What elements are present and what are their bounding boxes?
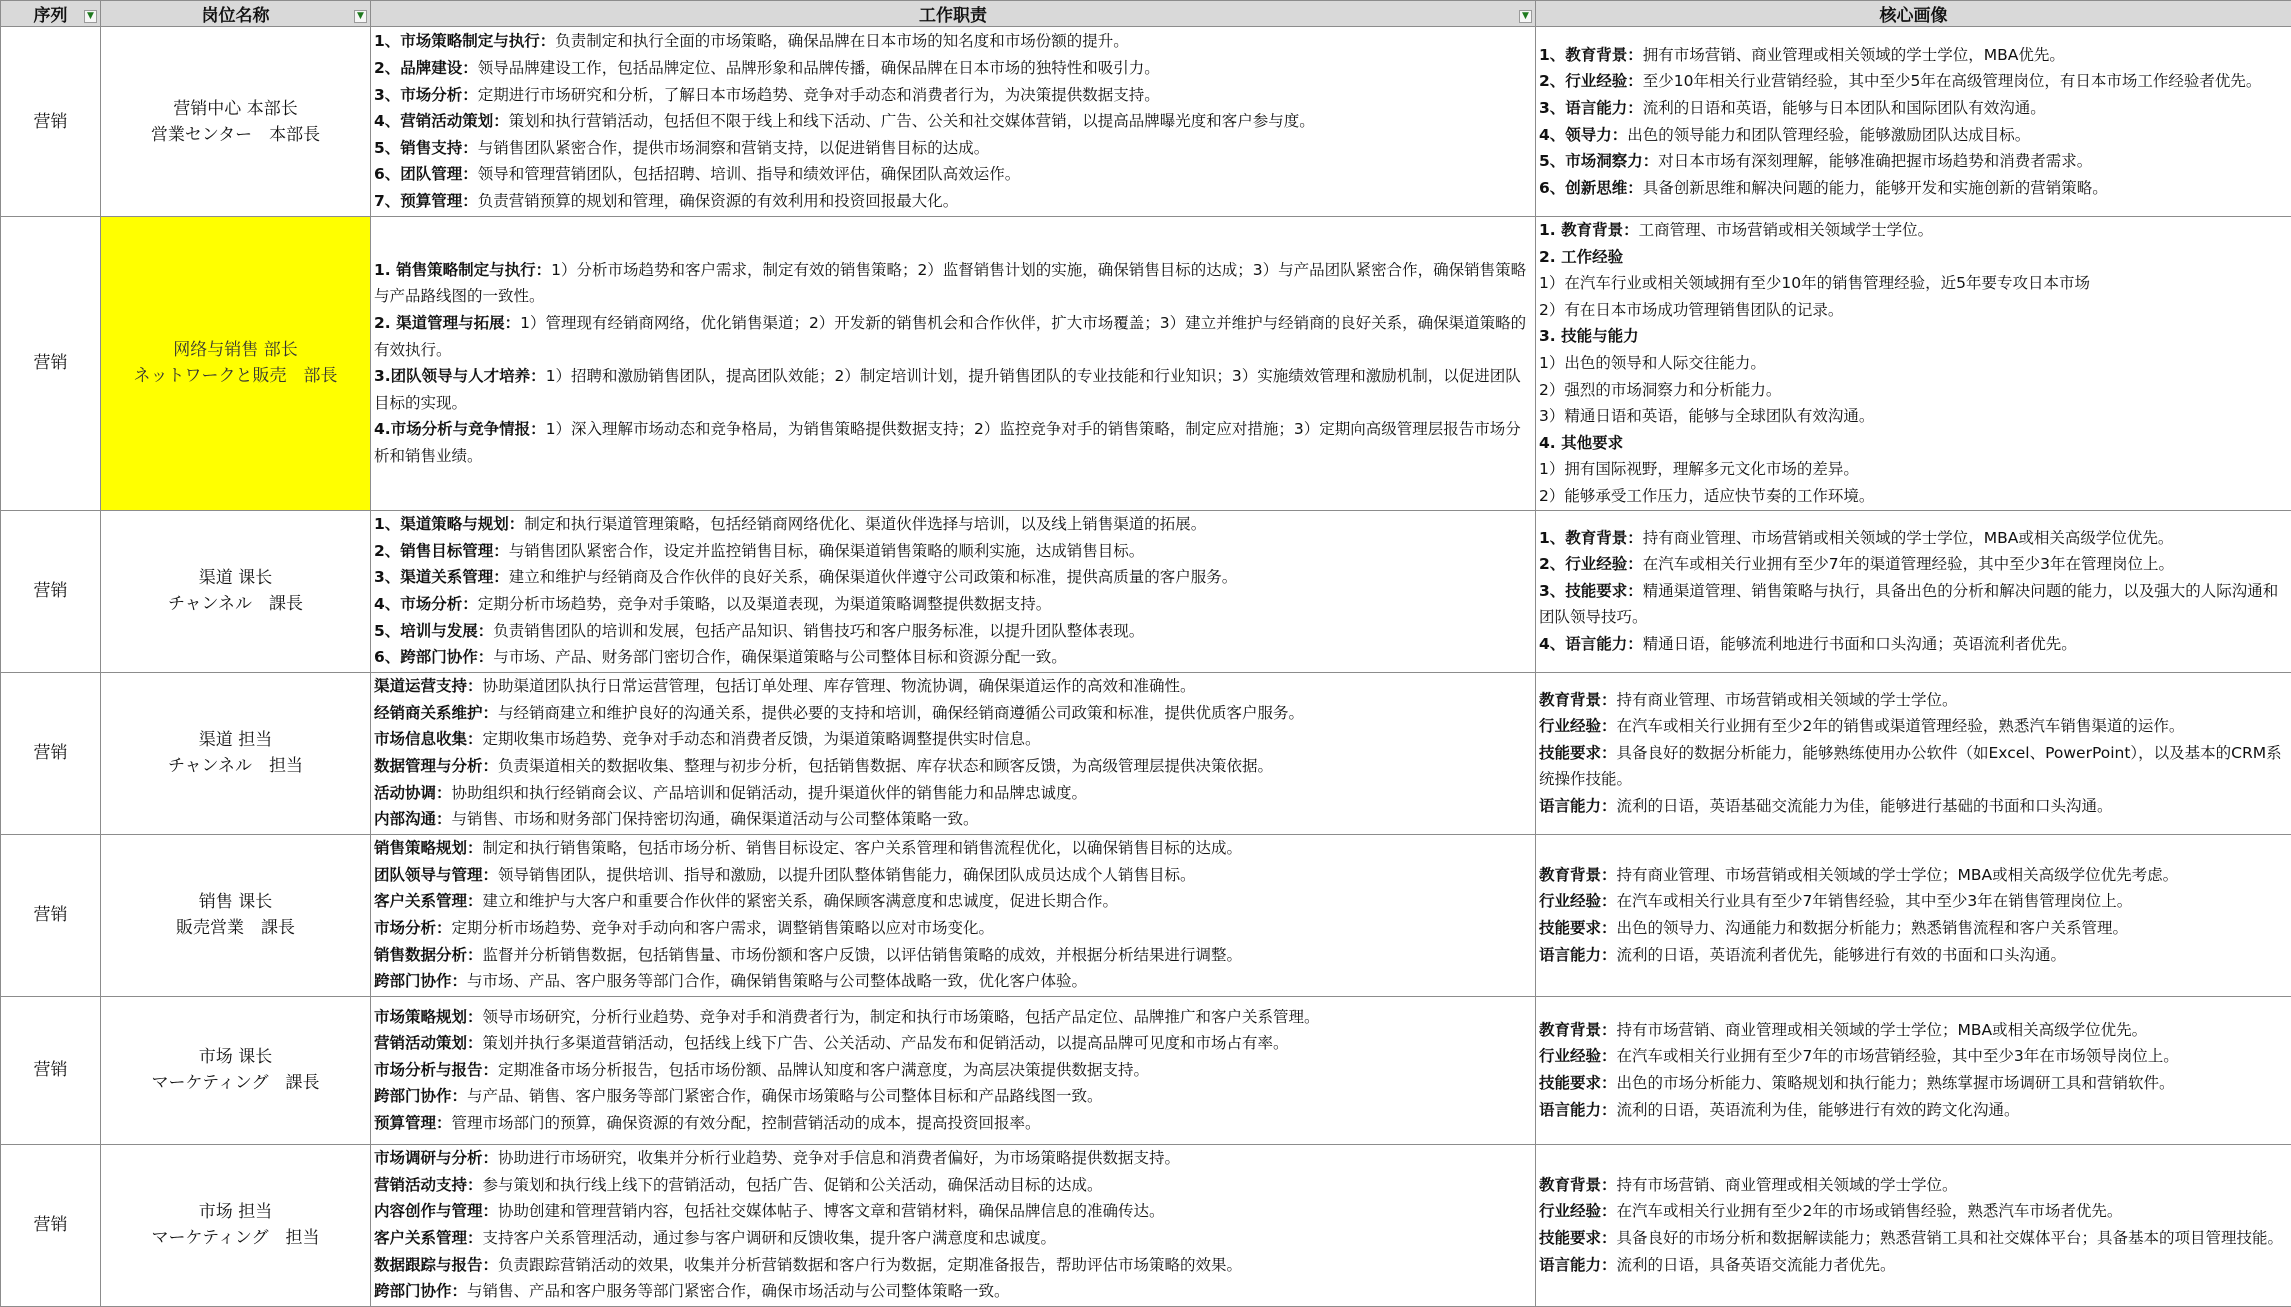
duty-item: 市场分析：定期分析市场趋势、竞争对手动向和客户需求，调整销售策略以应对市场变化。 xyxy=(374,915,1532,942)
position-title-cell[interactable] xyxy=(101,510,371,672)
profile-item: 1）拥有国际视野，理解多元文化市场的差异。 xyxy=(1539,456,2288,483)
duty-item: 跨部门协作：与产品、销售、客户服务等部门紧密合作，确保市场策略与公司整体目标和产品路线图一致。 xyxy=(374,1083,1532,1110)
duty-item: 4、营销活动策划：策划和执行营销活动，包括但不限于线上和线下活动、广告、公关和社交媒体营销，以提高品牌曝光度和客户参与度。 xyxy=(374,108,1532,135)
duty-item: 1、市场策略制定与执行：负责制定和执行全面的市场策略，确保品牌在日本市场的知名度和市场份额的提升。 xyxy=(374,28,1532,55)
profile-item: 6、创新思维：具备创新思维和解决问题的能力，能够开发和实施创新的营销策略。 xyxy=(1539,175,2288,202)
duty-item: 跨部门协作：与市场、产品、客户服务等部门合作，确保销售策略与公司整体战略一致，优化客户体验。 xyxy=(374,968,1532,995)
profile-item: 4、领导力：出色的领导能力和团队管理经验，能够激励团队达成目标。 xyxy=(1539,122,2288,149)
position-title-jp: チャンネル 課長 xyxy=(102,591,369,617)
table-row xyxy=(1,510,2291,672)
profile-item: 1. 教育背景：工商管理、市场营销或相关领域学士学位。 xyxy=(1539,217,2288,244)
duty-item: 渠道运营支持：协助渠道团队执行日常运营管理，包括订单处理、库存管理、物流协调，确保渠道运作的高效和准确性。 xyxy=(374,673,1532,700)
profile-item: 语言能力：流利的日语，英语流利为佳，能够进行有效的跨文化沟通。 xyxy=(1539,1097,2288,1124)
position-title-cell[interactable] xyxy=(101,834,371,996)
profile-item: 教育背景：持有市场营销、商业管理或相关领域的学士学位；MBA或相关高级学位优先。 xyxy=(1539,1017,2288,1044)
profile-item: 行业经验：在汽车或相关行业拥有至少7年的市场营销经验，其中至少3年在市场领导岗位上。 xyxy=(1539,1043,2288,1070)
position-title-cn: 网络与销售 部长 xyxy=(102,337,369,363)
duties-cell[interactable] xyxy=(371,217,1536,511)
position-title-jp: マーケティング 課長 xyxy=(102,1070,369,1096)
profile-item: 教育背景：持有商业管理、市场营销或相关领域的学士学位；MBA或相关高级学位优先考虑。 xyxy=(1539,862,2288,889)
position-title-cn: 市场 课长 xyxy=(102,1044,369,1070)
duty-item: 6、跨部门协作：与市场、产品、财务部门密切合作，确保渠道策略与公司整体目标和资源分配一致。 xyxy=(374,644,1532,671)
header-profile[interactable] xyxy=(1536,1,2291,27)
header-duties[interactable] xyxy=(371,1,1536,27)
duty-item: 1、渠道策略与规划：制定和执行渠道管理策略，包括经销商网络优化、渠道伙伴选择与培训，以及线上销售渠道的拓展。 xyxy=(374,511,1532,538)
seq-cell[interactable]: 营销 xyxy=(1,27,101,217)
profile-cell[interactable] xyxy=(1536,510,2291,672)
profile-item: 语言能力：流利的日语，英语流利者优先，能够进行有效的书面和口头沟通。 xyxy=(1539,942,2288,969)
profile-cell[interactable] xyxy=(1536,27,2291,217)
duty-item: 内容创作与管理：协助创建和管理营销内容，包括社交媒体帖子、博客文章和营销材料，确保品牌信息的准确传达。 xyxy=(374,1198,1532,1225)
position-title-jp: 営業センター 本部長 xyxy=(102,122,369,148)
position-title-cell[interactable] xyxy=(101,1144,371,1306)
position-title-cn: 渠道 课长 xyxy=(102,565,369,591)
position-title-cn: 渠道 担当 xyxy=(102,727,369,753)
duty-item: 跨部门协作：与销售、产品和客户服务等部门紧密合作，确保市场活动与公司整体策略一致。 xyxy=(374,1278,1532,1305)
duty-item: 客户关系管理：支持客户关系管理活动，通过参与客户调研和反馈收集，提升客户满意度和忠诚度。 xyxy=(374,1225,1532,1252)
position-title-jp: ネットワークと販売 部長 xyxy=(102,363,369,389)
position-title-cell[interactable] xyxy=(101,672,371,834)
duty-item: 5、销售支持：与销售团队紧密合作，提供市场洞察和营销支持，以促进销售目标的达成。 xyxy=(374,135,1532,162)
duty-item: 7、预算管理：负责营销预算的规划和管理，确保资源的有效利用和投资回报最大化。 xyxy=(374,188,1532,215)
profile-item: 3、技能要求：精通渠道管理、销售策略与执行，具备出色的分析和解决问题的能力，以及强大的人际沟通和团队领导技巧。 xyxy=(1539,578,2288,631)
duty-item: 6、团队管理：领导和管理营销团队，包括招聘、培训、指导和绩效评估，确保团队高效运作。 xyxy=(374,161,1532,188)
profile-cell[interactable] xyxy=(1536,672,2291,834)
profile-item: 语言能力：流利的日语，英语基础交流能力为佳，能够进行基础的书面和口头沟通。 xyxy=(1539,793,2288,820)
duty-item: 数据跟踪与报告：负责跟踪营销活动的效果，收集并分析营销数据和客户行为数据，定期准备报告，帮助评估市场策略的效果。 xyxy=(374,1252,1532,1279)
position-title-jp: 販売営業 課長 xyxy=(102,915,369,941)
profile-item: 行业经验：在汽车或相关行业拥有至少2年的市场或销售经验，熟悉汽车市场者优先。 xyxy=(1539,1198,2288,1225)
profile-item: 2）有在日本市场成功管理销售团队的记录。 xyxy=(1539,297,2288,324)
header-seq[interactable] xyxy=(1,1,101,27)
table-row xyxy=(1,217,2291,511)
header-row xyxy=(1,1,2291,27)
profile-item: 技能要求：出色的领导力、沟通能力和数据分析能力；熟悉销售流程和客户关系管理。 xyxy=(1539,915,2288,942)
header-seq-label: 序列 xyxy=(34,6,68,26)
seq-cell[interactable]: 营销 xyxy=(1,672,101,834)
duties-cell[interactable] xyxy=(371,510,1536,672)
position-title-jp: チャンネル 担当 xyxy=(102,753,369,779)
profile-item: 2、行业经验：在汽车或相关行业拥有至少7年的渠道管理经验，其中至少3年在管理岗位上。 xyxy=(1539,551,2288,578)
duty-item: 4.市场分析与竞争情报：1）深入理解市场动态和竞争格局，为销售策略提供数据支持；2）监控竞争对手的销售策略，制定应对措施；3）定期向高级管理层报告市场分析和销售业绩。 xyxy=(374,416,1532,469)
seq-cell[interactable]: 营销 xyxy=(1,996,101,1144)
duty-item: 内部沟通：与销售、市场和财务部门保持密切沟通，确保渠道活动与公司整体策略一致。 xyxy=(374,806,1532,833)
profile-item: 行业经验：在汽车或相关行业具有至少7年销售经验，其中至少3年在销售管理岗位上。 xyxy=(1539,888,2288,915)
profile-item: 1、教育背景：持有商业管理、市场营销或相关领域的学士学位，MBA或相关高级学位优先。 xyxy=(1539,525,2288,552)
profile-item: 2）强烈的市场洞察力和分析能力。 xyxy=(1539,377,2288,404)
profile-item: 教育背景：持有市场营销、商业管理或相关领域的学士学位。 xyxy=(1539,1172,2288,1199)
duty-item: 2、品牌建设：领导品牌建设工作，包括品牌定位、品牌形象和品牌传播，确保品牌在日本市场的独特性和吸引力。 xyxy=(374,55,1532,82)
filter-dropdown-icon[interactable]: ▼ xyxy=(354,10,367,23)
profile-item: 2. 工作经验 xyxy=(1539,244,2288,271)
header-profile-label: 核心画像 xyxy=(1880,6,1948,26)
duty-item: 3、市场分析：定期进行市场研究和分析，了解日本市场趋势、竞争对手动态和消费者行为，为决策提供数据支持。 xyxy=(374,82,1532,109)
duty-item: 销售策略规划：制定和执行销售策略，包括市场分析、销售目标设定、客户关系管理和销售流程优化，以确保销售目标的达成。 xyxy=(374,835,1532,862)
duty-item: 3、渠道关系管理：建立和维护与经销商及合作伙伴的良好关系，确保渠道伙伴遵守公司政策和标准，提供高质量的客户服务。 xyxy=(374,564,1532,591)
profile-item: 1、教育背景：拥有市场营销、商业管理或相关领域的学士学位，MBA优先。 xyxy=(1539,42,2288,69)
position-title-cn: 市场 担当 xyxy=(102,1199,369,1225)
duties-cell[interactable] xyxy=(371,996,1536,1144)
duty-item: 3.团队领导与人才培养：1）招聘和激励销售团队，提高团队效能；2）制定培训计划，提升销售团队的专业技能和行业知识；3）实施绩效管理和激励机制，以促进团队目标的实现。 xyxy=(374,363,1532,416)
table-row xyxy=(1,1144,2291,1306)
duty-item: 预算管理：管理市场部门的预算，确保资源的有效分配，控制营销活动的成本，提高投资回报率。 xyxy=(374,1110,1532,1137)
duty-item: 市场策略规划：领导市场研究，分析行业趋势、竞争对手和消费者行为，制定和执行市场策略，包括产品定位、品牌推广和客户关系管理。 xyxy=(374,1004,1532,1031)
duty-item: 市场分析与报告：定期准备市场分析报告，包括市场份额、品牌认知度和客户满意度，为高层决策提供数据支持。 xyxy=(374,1057,1532,1084)
profile-item: 4. 其他要求 xyxy=(1539,430,2288,457)
duty-item: 客户关系管理：建立和维护与大客户和重要合作伙伴的紧密关系，确保顾客满意度和忠诚度，促进长期合作。 xyxy=(374,888,1532,915)
profile-item: 2）能够承受工作压力，适应快节奏的工作环境。 xyxy=(1539,483,2288,510)
profile-item: 1）在汽车行业或相关领域拥有至少10年的销售管理经验，近5年要专攻日本市场 xyxy=(1539,270,2288,297)
duties-cell[interactable] xyxy=(371,834,1536,996)
duty-item: 5、培训与发展：负责销售团队的培训和发展，包括产品知识、销售技巧和客户服务标准，以提升团队整体表现。 xyxy=(374,618,1532,645)
filter-dropdown-icon[interactable]: ▼ xyxy=(84,10,97,23)
seq-cell[interactable]: 营销 xyxy=(1,217,101,511)
duty-item: 团队领导与管理：领导销售团队，提供培训、指导和激励，以提升团队整体销售能力，确保团队成员达成个人销售目标。 xyxy=(374,862,1532,889)
duty-item: 4、市场分析：定期分析市场趋势，竞争对手策略，以及渠道表现，为渠道策略调整提供数据支持。 xyxy=(374,591,1532,618)
header-title[interactable] xyxy=(101,1,371,27)
profile-item: 3）精通日语和英语，能够与全球团队有效沟通。 xyxy=(1539,403,2288,430)
profile-cell[interactable] xyxy=(1536,996,2291,1144)
profile-item: 技能要求：具备良好的数据分析能力，能够熟练使用办公软件（如Excel、PowerPoint），以及基本的CRM系统操作技能。 xyxy=(1539,740,2288,793)
profile-item: 技能要求：出色的市场分析能力、策略规划和执行能力；熟练掌握市场调研工具和营销软件。 xyxy=(1539,1070,2288,1097)
seq-cell[interactable]: 营销 xyxy=(1,510,101,672)
profile-item: 3、语言能力：流利的日语和英语，能够与日本团队和国际团队有效沟通。 xyxy=(1539,95,2288,122)
profile-cell[interactable] xyxy=(1536,1144,2291,1306)
duty-item: 2. 渠道管理与拓展：1）管理现有经销商网络，优化销售渠道；2）开发新的销售机会和合作伙伴，扩大市场覆盖；3）建立并维护与经销商的良好关系，确保渠道策略的有效执行。 xyxy=(374,310,1532,363)
duty-item: 活动协调：协助组织和执行经销商会议、产品培训和促销活动，提升渠道伙伴的销售能力和品牌忠诚度。 xyxy=(374,780,1532,807)
duty-item: 市场信息收集：定期收集市场趋势、竞争对手动态和消费者反馈，为渠道策略调整提供实时信息。 xyxy=(374,726,1532,753)
duty-item: 营销活动策划：策划并执行多渠道营销活动，包括线上线下广告、公关活动、产品发布和促销活动，以提高品牌可见度和市场占有率。 xyxy=(374,1030,1532,1057)
profile-item: 5、市场洞察力：对日本市场有深刻理解，能够准确把握市场趋势和消费者需求。 xyxy=(1539,148,2288,175)
table-row xyxy=(1,834,2291,996)
header-title-label: 岗位名称 xyxy=(202,6,270,26)
profile-item: 2、行业经验：至少10年相关行业营销经验，其中至少5年在高级管理岗位，有日本市场工作经验者优先。 xyxy=(1539,68,2288,95)
seq-cell[interactable]: 营销 xyxy=(1,1144,101,1306)
duties-cell[interactable] xyxy=(371,672,1536,834)
duties-cell[interactable] xyxy=(371,1144,1536,1306)
profile-item: 3. 技能与能力 xyxy=(1539,323,2288,350)
duty-item: 1. 销售策略制定与执行：1）分析市场趋势和客户需求，制定有效的销售策略；2）监督销售计划的实施，确保销售目标的达成；3）与产品团队紧密合作，确保销售策略与产品路线图的一致性。 xyxy=(374,257,1532,310)
filter-dropdown-icon[interactable]: ▼ xyxy=(1519,10,1532,23)
duties-cell[interactable] xyxy=(371,27,1536,217)
duty-item: 经销商关系维护：与经销商建立和维护良好的沟通关系，提供必要的支持和培训，确保经销商遵循公司政策和标准，提供优质客户服务。 xyxy=(374,700,1532,727)
position-title-cn: 销售 课长 xyxy=(102,889,369,915)
position-title-cn: 营销中心 本部长 xyxy=(102,96,369,122)
profile-item: 教育背景：持有商业管理、市场营销或相关领域的学士学位。 xyxy=(1539,687,2288,714)
profile-cell[interactable] xyxy=(1536,217,2291,511)
profile-item: 4、语言能力：精通日语，能够流利地进行书面和口头沟通；英语流利者优先。 xyxy=(1539,631,2288,658)
profile-item: 技能要求：具备良好的市场分析和数据解读能力；熟悉营销工具和社交媒体平台；具备基本的项目管理技能。 xyxy=(1539,1225,2288,1252)
profile-cell[interactable] xyxy=(1536,834,2291,996)
duty-item: 营销活动支持：参与策划和执行线上线下的营销活动，包括广告、促销和公关活动，确保活动目标的达成。 xyxy=(374,1172,1532,1199)
table-row xyxy=(1,672,2291,834)
position-title-cell[interactable] xyxy=(101,996,371,1144)
position-title-jp: マーケティング 担当 xyxy=(102,1225,369,1251)
table-row xyxy=(1,27,2291,217)
duty-item: 市场调研与分析：协助进行市场研究，收集并分析行业趋势、竞争对手信息和消费者偏好，为市场策略提供数据支持。 xyxy=(374,1145,1532,1172)
seq-cell[interactable]: 营销 xyxy=(1,834,101,996)
duty-item: 2、销售目标管理：与销售团队紧密合作，设定并监控销售目标，确保渠道销售策略的顺利实施，达成销售目标。 xyxy=(374,538,1532,565)
header-duties-label: 工作职责 xyxy=(919,6,987,26)
profile-item: 1）出色的领导和人际交往能力。 xyxy=(1539,350,2288,377)
position-title-cell[interactable] xyxy=(101,27,371,217)
profile-item: 语言能力：流利的日语，具备英语交流能力者优先。 xyxy=(1539,1252,2288,1279)
duty-item: 销售数据分析：监督并分析销售数据，包括销售量、市场份额和客户反馈，以评估销售策略的成效，并根据分析结果进行调整。 xyxy=(374,942,1532,969)
profile-item: 行业经验：在汽车或相关行业拥有至少2年的销售或渠道管理经验，熟悉汽车销售渠道的运作。 xyxy=(1539,713,2288,740)
position-title-cell[interactable] xyxy=(101,217,371,511)
duty-item: 数据管理与分析：负责渠道相关的数据收集、整理与初步分析，包括销售数据、库存状态和顾客反馈，为高级管理层提供决策依据。 xyxy=(374,753,1532,780)
table-row xyxy=(1,996,2291,1144)
